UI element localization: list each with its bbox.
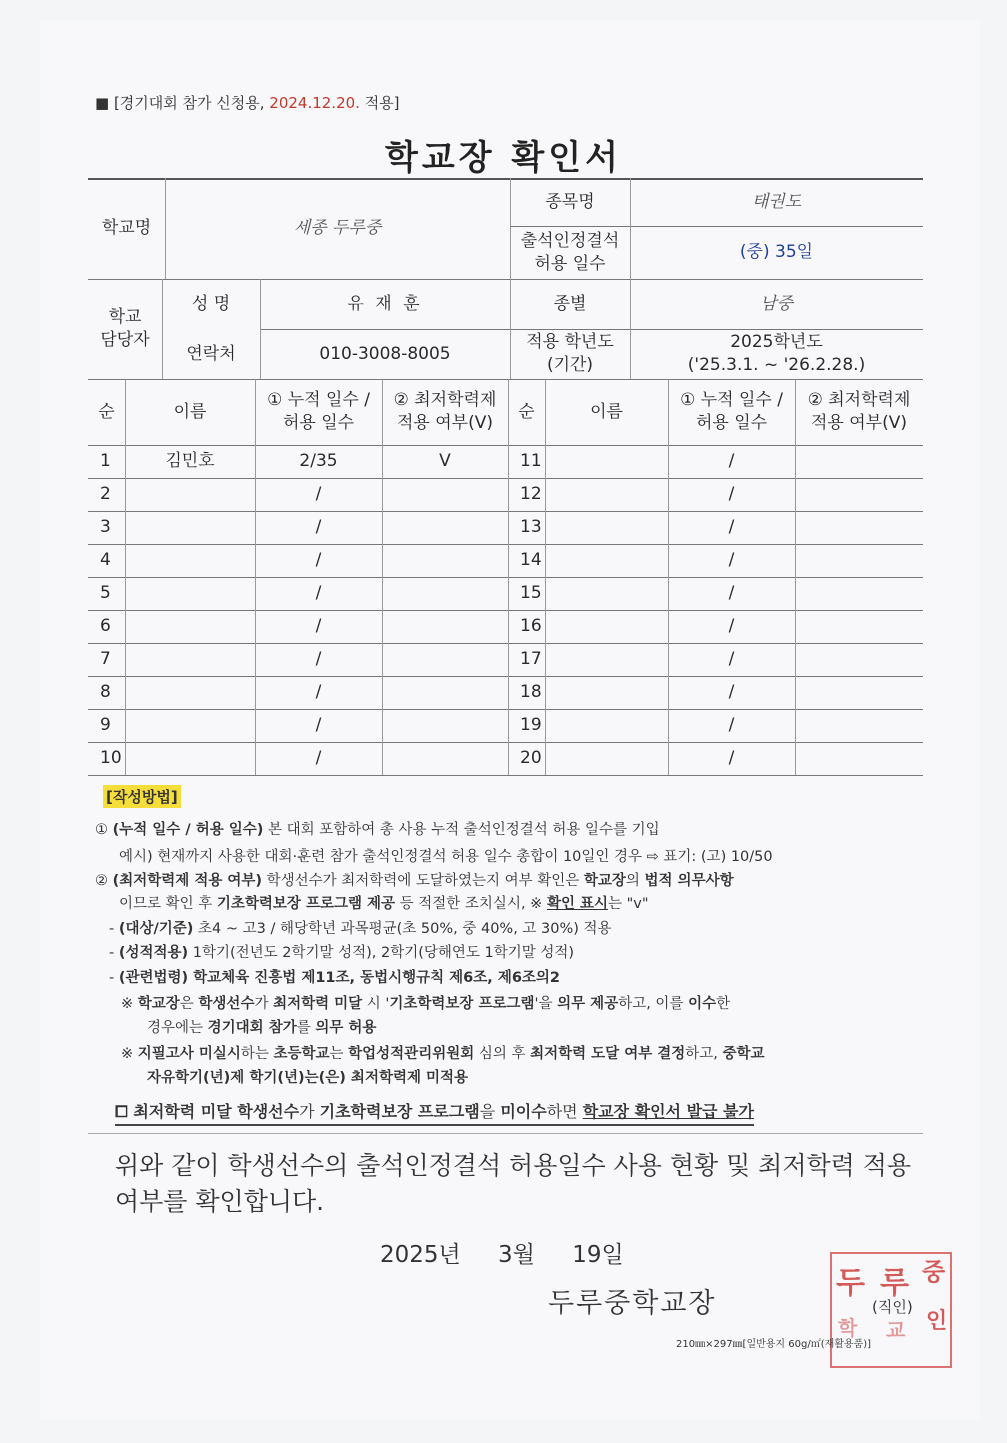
row-number: 5 bbox=[100, 583, 111, 604]
guide-line: 경우에는 경기대회 참가를 의무 허용 bbox=[147, 1020, 377, 1036]
student-name bbox=[125, 610, 255, 643]
days-used: / bbox=[315, 649, 322, 670]
guide-line: 이므로 확인 후 기초학력보장 프로그램 제공 등 적절한 조치실시, ※ 확인 표시는 "v" bbox=[119, 896, 649, 912]
col-header-min-academic: ② 최저학력제 적용 여부(V) bbox=[393, 390, 497, 433]
min-academic-check bbox=[382, 610, 508, 643]
min-academic-check bbox=[382, 676, 508, 709]
days-used: / bbox=[315, 550, 322, 571]
min-academic-check bbox=[382, 577, 508, 610]
student-name bbox=[545, 544, 668, 577]
contact-label: 연락처 bbox=[186, 343, 236, 364]
guide-line: ① (누적 일수 / 허용 일수) 본 대회 포함하여 총 사용 누적 출석인정결석 허용 일수를 기입 bbox=[95, 822, 660, 838]
guide-line: ※ 지필고사 미실시하는 초등학교는 학업성적관리위원회 심의 후 최저학력 도달 여부 결정하고, 중학교 bbox=[121, 1046, 765, 1062]
min-academic-check bbox=[382, 643, 508, 676]
student-name bbox=[125, 643, 255, 676]
row-number: 13 bbox=[520, 517, 542, 538]
manager-name-value: 유 재 훈 bbox=[347, 293, 423, 314]
student-name bbox=[125, 742, 255, 775]
row-number: 16 bbox=[520, 616, 542, 637]
manager-label: 학교 담당자 bbox=[100, 307, 150, 350]
min-academic-check bbox=[382, 742, 508, 775]
row-number: 14 bbox=[520, 550, 542, 571]
row-number: 7 bbox=[100, 649, 111, 670]
student-name bbox=[125, 709, 255, 742]
category-label: 종별 bbox=[553, 293, 587, 314]
days-used: / bbox=[728, 715, 735, 736]
school-name-value: 세종 두루중 bbox=[293, 218, 382, 239]
arrow-box-icon: ⧠ bbox=[115, 1102, 134, 1121]
guide-line: - (성적적용) 1학기(전년도 2학기말 성적), 2학기(당해연도 1학기말 성적) bbox=[109, 945, 575, 961]
min-academic-check bbox=[382, 709, 508, 742]
days-used: / bbox=[315, 748, 322, 769]
guide-tag: [작성방법] bbox=[103, 785, 181, 808]
row-number: 18 bbox=[520, 682, 542, 703]
guide-line: ※ 학교장은 학생선수가 최저학력 미달 시 '기초학력보장 프로그램'을 의무 제공하고, 이를 이수한 bbox=[121, 996, 731, 1012]
row-number: 9 bbox=[100, 715, 111, 736]
row-number: 10 bbox=[100, 748, 122, 769]
min-academic-check bbox=[795, 643, 923, 676]
col-header-days: ① 누적 일수 / 허용 일수 bbox=[680, 390, 783, 433]
allowed-days-value: (중) 35일 bbox=[739, 242, 814, 263]
row-number: 8 bbox=[100, 682, 111, 703]
col-header-no: 순 bbox=[518, 401, 535, 422]
row-number: 17 bbox=[520, 649, 542, 670]
student-name bbox=[545, 643, 668, 676]
min-academic-check bbox=[795, 610, 923, 643]
days-used: / bbox=[315, 583, 322, 604]
form-usage-label: ■ [경기대회 참가 신청용, 2024.12.20. 적용] bbox=[95, 94, 400, 112]
student-name bbox=[125, 511, 255, 544]
min-academic-check: V bbox=[439, 451, 451, 472]
manager-name-label: 성 명 bbox=[191, 293, 231, 314]
days-used: / bbox=[315, 715, 322, 736]
student-name bbox=[545, 445, 668, 478]
days-used: / bbox=[315, 616, 322, 637]
days-used: / bbox=[728, 616, 735, 637]
student-name bbox=[545, 742, 668, 775]
min-academic-check bbox=[795, 676, 923, 709]
row-number: 4 bbox=[100, 550, 111, 571]
contact-value: 010-3008-8005 bbox=[319, 343, 451, 364]
col-header-no: 순 bbox=[98, 401, 115, 422]
row-number: 20 bbox=[520, 748, 542, 769]
min-academic-check bbox=[795, 478, 923, 511]
row-number: 6 bbox=[100, 616, 111, 637]
student-name bbox=[125, 577, 255, 610]
col-header-days: ① 누적 일수 / 허용 일수 bbox=[267, 390, 370, 433]
row-number: 19 bbox=[520, 715, 542, 736]
allowed-days-label: 출석인정결석 허용 일수 bbox=[520, 230, 620, 274]
row-number: 11 bbox=[520, 451, 542, 472]
official-seal: 두 루 중 학 교 인 bbox=[830, 1252, 952, 1368]
days-used: / bbox=[728, 649, 735, 670]
days-used: / bbox=[728, 484, 735, 505]
seal-label: (직인) bbox=[872, 1298, 913, 1316]
row-number: 2 bbox=[100, 484, 111, 505]
days-used: / bbox=[728, 451, 735, 472]
days-used: 2/35 bbox=[299, 451, 338, 472]
student-name bbox=[545, 709, 668, 742]
row-number: 15 bbox=[520, 583, 542, 604]
days-used: / bbox=[315, 517, 322, 538]
min-academic-check bbox=[382, 544, 508, 577]
student-name bbox=[545, 676, 668, 709]
row-number: 12 bbox=[520, 484, 542, 505]
min-academic-check bbox=[382, 511, 508, 544]
days-used: / bbox=[728, 550, 735, 571]
days-used: / bbox=[728, 583, 735, 604]
row-number: 1 bbox=[100, 451, 111, 472]
student-name bbox=[125, 676, 255, 709]
col-header-name: 이름 bbox=[590, 401, 623, 422]
min-academic-check bbox=[795, 445, 923, 478]
student-name bbox=[545, 511, 668, 544]
closing-statement: 위와 같이 학생선수의 출석인정결석 허용일수 사용 현황 및 최저학력 적용 여부를 확인합니다. bbox=[115, 1151, 912, 1217]
min-academic-check bbox=[795, 742, 923, 775]
school-name-label: 학교명 bbox=[101, 218, 152, 239]
min-academic-check bbox=[795, 709, 923, 742]
guide-line: - (대상/기준) 초4 ~ 고3 / 해당학년 과목평균(초 50%, 중 40%, 고 30%) 적용 bbox=[109, 921, 612, 937]
student-name: 김민호 bbox=[165, 451, 215, 472]
guide-line: 예시) 현재까지 사용한 대회·훈련 참가 출석인정결석 허용 일수 총합이 10일인 경우 ⇨ 표기: (고) 10/50 bbox=[119, 849, 773, 865]
row-number: 3 bbox=[100, 517, 111, 538]
guide-line: 자유학기(년)제 학기(년)는(은) 최저학력제 미적용 bbox=[147, 1070, 469, 1086]
school-year-value: 2025학년도 ('25.3.1. ~ '26.2.28.) bbox=[687, 332, 866, 375]
guide-line: - (관련법령) 학교체육 진흥법 제11조, 동법시행규칙 제6조, 제6조의2 bbox=[109, 970, 561, 986]
school-year-label: 적용 학년도 (기간) bbox=[526, 332, 614, 375]
page-title: 학교장 확인서 bbox=[385, 138, 622, 178]
issue-date: 2025년 3월 19일 bbox=[380, 1242, 624, 1268]
student-name bbox=[545, 478, 668, 511]
days-used: / bbox=[315, 682, 322, 703]
form-date: 2024.12.20. bbox=[269, 94, 360, 112]
min-academic-check bbox=[795, 577, 923, 610]
days-used: / bbox=[728, 748, 735, 769]
category-value: 남중 bbox=[760, 293, 793, 314]
student-name bbox=[125, 544, 255, 577]
col-header-name: 이름 bbox=[173, 401, 207, 422]
guide-line: ② (최저학력제 적용 여부) 학생선수가 최저학력에 도달하였는지 여부 확인은 학교장의 법적 의무사항 bbox=[95, 873, 734, 889]
days-used: / bbox=[728, 517, 735, 538]
col-header-min-academic: ② 최저학력제 적용 여부(V) bbox=[807, 390, 911, 433]
guide-warning: ⧠ 최저학력 미달 학생선수가 기초학력보장 프로그램을 미이수하면 학교장 확인서 발급 불가 bbox=[115, 1099, 754, 1126]
sport-value: 태권도 bbox=[751, 191, 802, 212]
paper-spec: 210㎜×297㎜[일반용지 60g/㎡(재활용품)] bbox=[676, 1339, 872, 1350]
student-name bbox=[545, 577, 668, 610]
min-academic-check bbox=[795, 511, 923, 544]
min-academic-check bbox=[795, 544, 923, 577]
student-name bbox=[125, 478, 255, 511]
signer-title: 두루중학교장 bbox=[548, 1288, 717, 1319]
min-academic-check bbox=[382, 478, 508, 511]
days-used: / bbox=[728, 682, 735, 703]
sport-label: 종목명 bbox=[545, 191, 595, 212]
days-used: / bbox=[315, 484, 322, 505]
student-name bbox=[545, 610, 668, 643]
